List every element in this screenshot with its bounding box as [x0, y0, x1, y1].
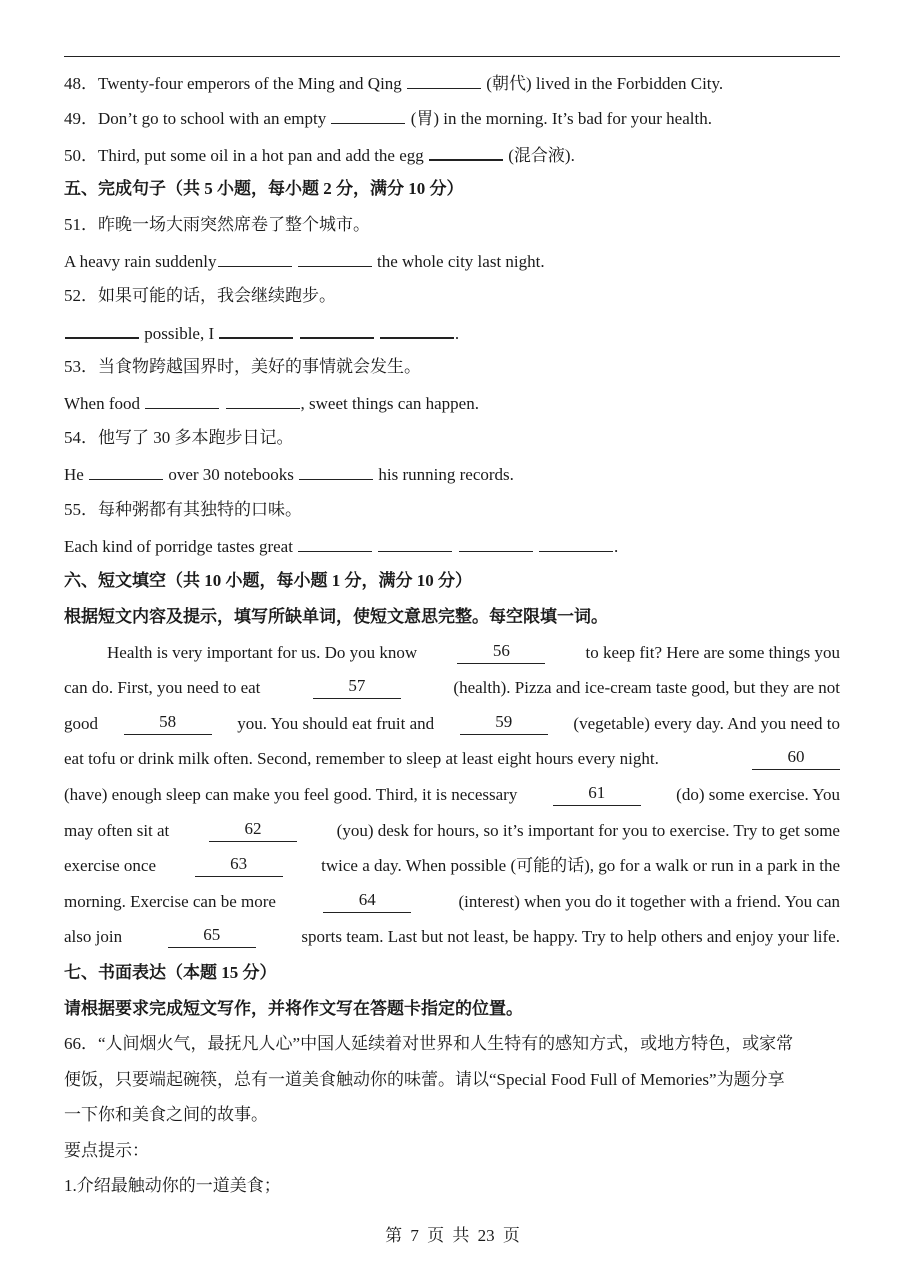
section-6-instruction: 根据短文内容及提示，填写所缺单词，使短文意思完整。每空限填一词。	[64, 607, 608, 626]
answer-blank[interactable]	[298, 250, 372, 267]
passage-line: can do. First, you need to eat 57 (health). Pizza and ice-cream taste good, but they are not	[64, 676, 840, 697]
passage-line: may often sit at 62 (you) desk for hours, so it’s important for you to exercise. Try to get some	[64, 819, 840, 840]
question-66-line: 一下你和美食之间的故事。	[64, 1105, 268, 1124]
question-48: 48．Twenty-four emperors of the Ming and Qing (朝代) lived in the Forbidden City.	[64, 74, 724, 93]
passage-line: eat tofu or drink milk often. Second, remember to sleep at least eight hours every night. 60	[64, 748, 840, 770]
passage-line: also join 65 sports team. Last but not least, be happy. Try to help others and enjoy your life.	[64, 925, 840, 946]
question-66-line: 便饭，只要端起碗筷，总有一道美食触动你的味蕾。请以“Special Food Full of Memories”为题分享	[64, 1070, 785, 1089]
section-7-instruction: 请根据要求完成短文写作，并将作文写在答题卡指定的位置。	[64, 999, 523, 1018]
question-55-english: Each kind of porridge tastes great .	[64, 537, 619, 556]
blank-60[interactable]: 60	[752, 748, 840, 770]
question-54-chinese: 54．他写了 30 多本跑步日记。	[64, 428, 294, 447]
answer-blank[interactable]	[218, 250, 292, 267]
answer-blank[interactable]	[539, 535, 613, 552]
question-50: 50．Third, put some oil in a hot pan and add the egg (混合液).	[64, 143, 575, 167]
blank-57[interactable]: 57	[313, 677, 401, 699]
tip-1: 1.介绍最触动你的一道美食；	[64, 1176, 281, 1195]
passage-line: morning. Exercise can be more 64 (interest) when you do it together with a friend. You can	[64, 890, 840, 911]
section-6-heading: 六、短文填空（共 10 小题，每小题 1 分，满分 10 分）	[64, 571, 472, 590]
blank-63[interactable]: 63	[195, 855, 283, 877]
question-55-chinese: 55．每种粥都有其独特的口味。	[64, 500, 302, 519]
answer-blank[interactable]	[145, 392, 219, 409]
section-7-heading: 七、书面表达（本题 15 分）	[64, 963, 277, 982]
question-53-english: When food , sweet things can happen.	[64, 394, 479, 413]
blank-56[interactable]: 56	[457, 642, 545, 664]
answer-blank[interactable]	[459, 535, 533, 552]
question-49: 49．Don’t go to school with an empty (胃) in the morning. It’s bad for your health.	[64, 109, 712, 128]
blank-58[interactable]: 58	[124, 713, 212, 735]
answer-blank[interactable]	[407, 72, 481, 89]
question-52-chinese: 52．如果可能的话，我会继续跑步。	[64, 286, 336, 305]
answer-blank[interactable]	[300, 321, 374, 339]
answer-blank[interactable]	[65, 321, 139, 339]
answer-blank[interactable]	[89, 463, 163, 480]
question-52-english: possible, I .	[64, 321, 459, 345]
passage-line: exercise once 63 twice a day. When possible (可能的话), go for a walk or run in a park in the	[64, 854, 840, 875]
blank-61[interactable]: 61	[553, 784, 641, 806]
blank-59[interactable]: 59	[460, 713, 548, 735]
answer-blank[interactable]	[226, 392, 300, 409]
blank-65[interactable]: 65	[168, 926, 256, 948]
blank-64[interactable]: 64	[323, 891, 411, 913]
answer-blank[interactable]	[219, 321, 293, 339]
answer-blank[interactable]	[378, 535, 452, 552]
answer-blank[interactable]	[331, 107, 405, 124]
question-54-english: He over 30 notebooks his running records.	[64, 465, 514, 484]
answer-blank[interactable]	[429, 143, 503, 161]
passage-line: (have) enough sleep can make you feel good. Third, it is necessary 61 (do) some exercise. You	[64, 783, 840, 804]
question-51-chinese: 51．昨晚一场大雨突然席卷了整个城市。	[64, 215, 370, 234]
question-66-line: 66．“人间烟火气，最抚凡人心”中国人延续着对世界和人生特有的感知方式，或地方特色，或家常	[64, 1034, 794, 1053]
question-53-chinese: 53．当食物跨越国界时，美好的事情就会发生。	[64, 357, 421, 376]
section-5-heading: 五、完成句子（共 5 小题，每小题 2 分，满分 10 分）	[64, 179, 464, 198]
tips-label: 要点提示：	[64, 1141, 149, 1160]
answer-blank[interactable]	[299, 463, 373, 480]
blank-62[interactable]: 62	[209, 820, 297, 842]
answer-blank[interactable]	[298, 535, 372, 552]
passage-line: Health is very important for us. Do you know 56 to keep fit? Here are some things you	[107, 641, 840, 662]
header-rule	[64, 56, 840, 57]
question-51-english: A heavy rain suddenly the whole city last night.	[64, 252, 545, 271]
answer-blank[interactable]	[380, 321, 454, 339]
passage-line: good 58 you. You should eat fruit and 59 (vegetable) every day. And you need to	[64, 712, 840, 733]
page-footer: 第 7 页 共 23 页	[385, 1226, 520, 1245]
